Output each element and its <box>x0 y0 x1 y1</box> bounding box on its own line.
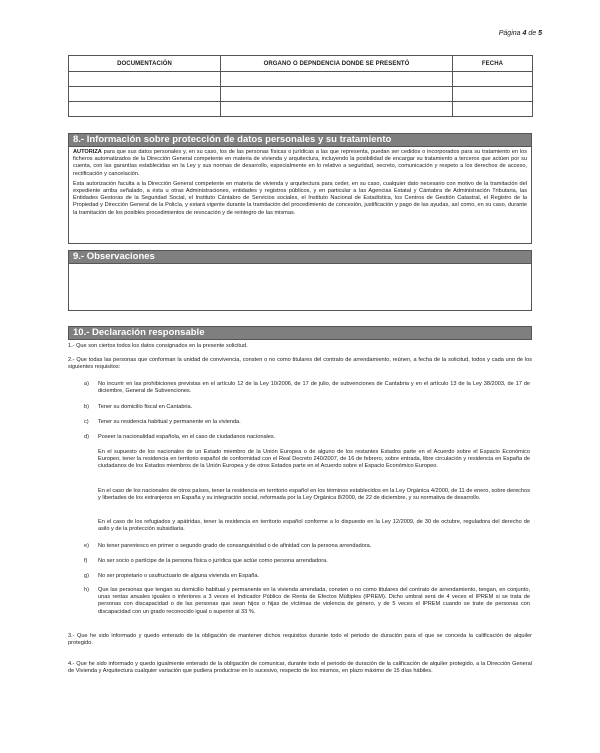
requirement-c <box>84 419 530 426</box>
section-declaration <box>68 326 532 340</box>
requirement-b <box>84 404 530 411</box>
item-text: Tener su residencia habitual y permanente en la vivienda. <box>98 419 241 425</box>
observations-field[interactable] <box>69 264 531 310</box>
table-cell[interactable] <box>221 87 453 102</box>
requirement-d-refugee: En el caso de los refugiados y apátridas, tener la residencia en territorio español conforme a lo dispuesto en la Ley 12/2009, de 30 de octubre, reguladora del derecho de asilo y de la protección subsidiaria. <box>98 519 530 533</box>
section-data-protection <box>68 133 532 244</box>
declaration-1: 1.- Que son ciertos todos los datos consignados en la presente solicitud. <box>68 343 248 349</box>
page-total: 5 <box>538 30 542 37</box>
item-label: d) <box>84 434 89 440</box>
item-label: h) <box>84 587 89 593</box>
item-text: No ser socio o partícipe de la persona física o jurídica que actúe como persona arrendadora. <box>98 558 328 564</box>
requirement-g <box>84 573 530 580</box>
requirement-e <box>84 543 530 550</box>
declaration-2: 2.- Que todas las personas que conforman la unidad de convivencia, consten o no como titulares del contrato de arrendamiento, reúnen, a fecha de la solicitud, todos y cada uno de los siguientes requisitos: <box>68 357 532 371</box>
item-text: No ser propietario o usufructuario de alguna vivienda en España. <box>98 573 260 579</box>
authorization-paragraph <box>73 149 527 178</box>
requirement-h <box>84 587 530 616</box>
section-observations <box>68 250 532 311</box>
item-text: No incurrir en las prohibiciones previstas en el artículo 12 de la Ley 10/2006, de 17 de julio, de subvenciones de Cantabria y en el artículo 13 de la Ley 38/2003, de 17 de diciembre, General de Subvenciones. <box>98 381 530 395</box>
table-row <box>69 87 533 102</box>
table-cell[interactable] <box>453 72 533 87</box>
item-text: No tener parentesco en primer o segundo grado de consanguinidad o de afinidad con la persona arrendadora. <box>98 543 372 549</box>
requirement-a <box>84 381 530 395</box>
table-cell[interactable] <box>221 102 453 117</box>
item-label: f) <box>84 558 88 564</box>
item-label: e) <box>84 543 89 549</box>
item-text: Tener su domicilio fiscal en Cantabria. <box>98 404 193 410</box>
item-label: b) <box>84 404 89 410</box>
col-fecha: FECHA <box>453 56 533 72</box>
table-cell[interactable] <box>453 87 533 102</box>
authorization-text: para que sus datos personales y, en su caso, los de las personas físicas o jurídicas a las que representa, puedan ser cedidos o incorporados para su tratamiento en los ficheros automatizados de la Dirección General competente en materia de vivienda y arquitectura, incluyendo la posibilidad de encargar su tratamiento a terceros que actúen por su cuenta, con las garantías establecidas en la Ley y sus normas de desarrollo, especialmente en lo relativo a seguridad, secreto, comunicación y respeto a los derechos de acceso, rectificación y cancelación. <box>73 149 527 177</box>
section-title: 8.- Información sobre protección de datos personales y su tratamiento <box>69 134 531 147</box>
declaration-4: 4.- Que he sido informado y quedo igualmente enterado de la obligación de comunicar, durante todo el periodo de duración de la calificación de alquiler protegido, a la Dirección General de Vivienda y Arquitectura cualquier variación que pudiera producirse en lo sucesivo, respecto de los mismos, en plazo máximo de 15 días hábiles. <box>68 661 532 675</box>
requirement-d <box>84 434 530 441</box>
section-body <box>69 147 531 217</box>
page-of: de <box>528 30 537 37</box>
item-label: a) <box>84 381 89 387</box>
item-text: Que las personas que tengan su domicilio habitual y permanente en la vivienda arrendada, consten o no como titulares del contrato de arrendamiento, tengan, en conjunto, unas rentas anuales iguales o inferiores a 3 veces el Indicador Público de Renta de Efectos Múltiples (IPREM). Dicho umbral será de 4 veces el IPREM si se trata de personas con discapacidad o de las personas que sean hijos o hijas de víctimas de violencia de género, y de 5 veces el IPREM cuando se trate de personas con discapacidad con un grado reconocido igual o superior al 33 %. <box>98 587 530 615</box>
table-row <box>69 72 533 87</box>
col-documentacion: DOCUMENTACIÓN <box>69 56 221 72</box>
table-cell[interactable] <box>69 102 221 117</box>
authorization-keyword: AUTORIZA <box>73 149 102 155</box>
section-title: 9.- Observaciones <box>69 251 531 264</box>
item-text: Poseer la nacionalidad española, en el caso de ciudadanos nacionales. <box>98 434 276 440</box>
page-current: 4 <box>522 30 527 37</box>
table-cell[interactable] <box>221 72 453 87</box>
table-cell[interactable] <box>69 87 221 102</box>
table-cell[interactable] <box>453 102 533 117</box>
item-label: c) <box>84 419 89 425</box>
page-label: Página <box>498 30 521 37</box>
item-label: g) <box>84 573 89 579</box>
page-number <box>499 30 542 37</box>
requirement-d-eu: En el supuesto de los nacionales de un Estado miembro de la Unión Europea o de alguno de los restantes Estados parte en el Acuerdo sobre el Espacio Económico Europeo, tener la residencia en territorio español de conformidad con el Real Decreto 240/2007, de 16 de febrero, sobre entrada, libre circulación y residencia en España de ciudadanos de los Estados miembros de la Unión Europea y de otros Estados parte en el Acuerdo sobre el Espacio Económico Europeo. <box>98 449 530 470</box>
requirement-d-foreign: En el caso de los nacionales de otros países, tener la residencia en territorio español en los términos establecidos en la Ley Orgánica 4/2000, de 11 de enero, sobre derechos y libertades de los extranjeros en España y su integración social, reformada por la Ley Orgánica 8/2000, de 22 de diciembre, y su normativa de desarrollo. <box>98 488 530 502</box>
cession-paragraph: Esta autorización faculta a la Dirección General competente en materia de vivienda y arquitectura para ceder, en su caso, cualquier dato necesario con motivo de la tramitación del expediente arriba señalado, a ésta u otras Administraciones, entidades y registros públicos, y en particular a las Agencias Estatal y Cántabra de Administración Tributaria, las Entidades Gestoras de la Seguridad Social, el Instituto Cántabro de Servicios sociales, el Instituto Nacional de Estadística, los Centros de Gestión Catastral, el Registro de la Propiedad y Dirección General de la Policía, y estará vigente durante la tramitación del procedimiento de concesión, justificación y pago de las ayudas, así como, en su caso, durante la tramitación de los posibles procedimientos de revocación y de reintegro de las mismas. <box>73 180 527 216</box>
col-organo: ORGANO O DEPNDENCIA DONDE SE PRESENTÓ <box>221 56 453 72</box>
declaration-3: 3.- Que he sido informado y quedo enterado de la obligación de mantener dichos requisitos durante todo el periodo de duración para el que se conceda la calificación de alquiler protegido. <box>68 633 532 647</box>
documentation-table <box>68 55 533 117</box>
table-cell[interactable] <box>69 72 221 87</box>
section-title: 10.- Declaración responsable <box>69 327 531 339</box>
table-row <box>69 102 533 117</box>
requirement-f <box>84 558 530 565</box>
